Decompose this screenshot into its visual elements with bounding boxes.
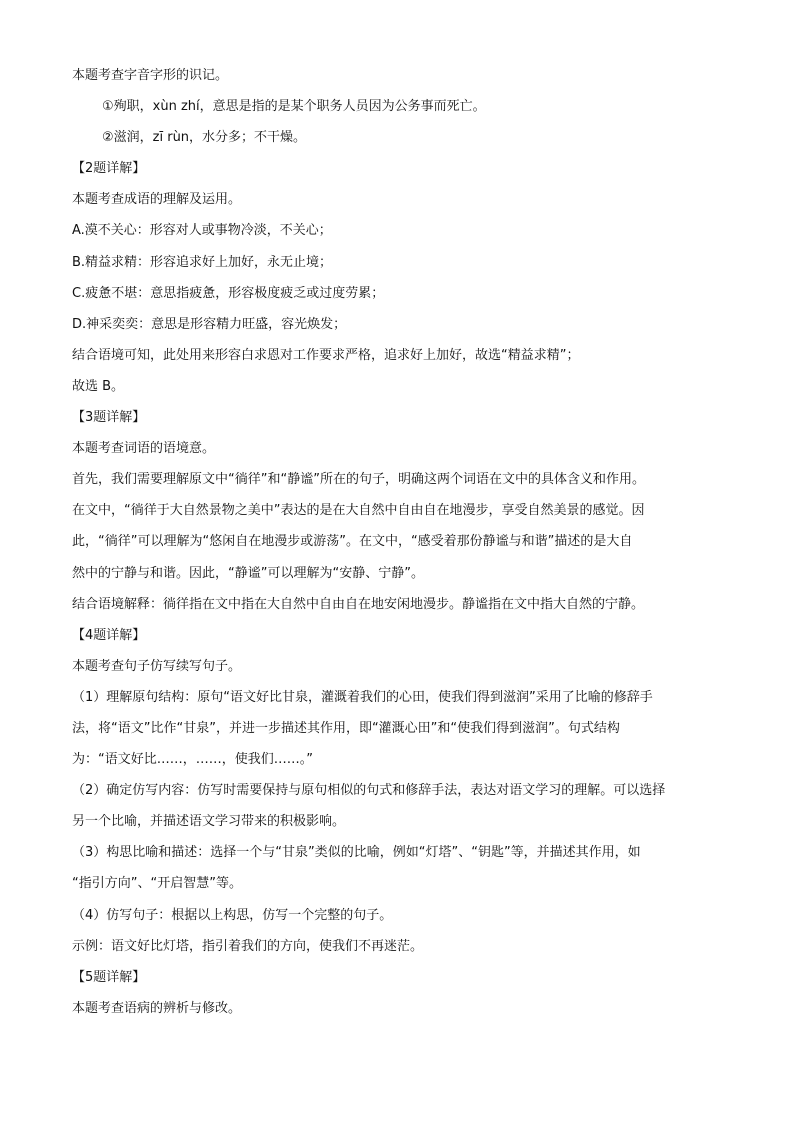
text-line: A.漠不关心：形容对人或事物冷淡，不关心； (72, 223, 332, 239)
text-line: 本题考查句子仿写续写句子。 (72, 658, 242, 674)
text-line: ②滋润，zī rùn，水分多；不干燥。 (102, 130, 307, 146)
text-line: 在文中，“徜徉于大自然景物之美中”表达的是在大自然中自由自在地漫步，享受自然美景的感觉。因 (72, 503, 645, 519)
text-line: C.疲惫不堪：意思指疲惫，形容极度疲乏或过度劳累； (72, 285, 385, 301)
text-line: （4）仿写句子：根据以上构思，仿写一个完整的句子。 (72, 907, 393, 923)
text-line: “指引方向”、“开启智慧”等。 (72, 876, 242, 892)
section-heading: 【5题详解】 (72, 969, 146, 985)
text-line: ①殉职，xùn zhí，意思是指的是某个职务人员因为公务事而死亡。 (102, 99, 486, 115)
text-line: （2）确定仿写内容：仿写时需要保持与原句相似的句式和修辞手法，表达对语文学习的理解。可以选择 (72, 783, 666, 799)
text-line: 然中的宁静与和谐。因此，“静谧”可以理解为“安静、宁静”。 (72, 565, 424, 581)
section-heading: 【4题详解】 (72, 627, 146, 643)
text-line: B.精益求精：形容追求好上加好，永无止境； (72, 254, 333, 270)
text-line: 故选 B。 (72, 378, 125, 394)
text-line: （1）理解原句结构：原句“语文好比甘泉，灌溉着我们的心田，使我们得到滋润”采用了比喻的修辞手 (72, 689, 653, 705)
text-line: 结合语境可知，此处用来形容白求恩对工作要求严格，追求好上加好，故选“精益求精”； (72, 347, 580, 363)
text-line: 本题考查语病的辨析与修改。 (72, 1000, 242, 1016)
text-line: 另一个比喻，并描述语文学习带来的积极影响。 (72, 814, 346, 830)
text-line: 首先，我们需要理解原文中“徜徉”和“静谧”所在的句子，明确这两个词语在文中的具体含义和作用。 (72, 472, 645, 488)
document-page (72, 60, 722, 1024)
text-line: 示例：语文好比灯塔，指引着我们的方向，使我们不再迷茫。 (72, 938, 424, 954)
text-line: 此，“徜徉”可以理解为“悠闲自在地漫步或游荡”。在文中，“感受着那份静谧与和谐”描述的是大自 (72, 534, 633, 550)
text-line: 本题考查成语的理解及运用。 (72, 192, 242, 208)
text-line: 结合语境解释：徜徉指在文中指在大自然中自由自在地安闲地漫步。静谧指在文中指大自然的宁静。 (72, 596, 645, 612)
text-line: （3）构思比喻和描述：选择一个与“甘泉”类似的比喻，例如“灯塔”、“钥匙”等，并描述其作用，如 (72, 845, 641, 861)
text-line: D.神采奕奕：意思是形容精力旺盛，容光焕发； (72, 316, 347, 332)
section-heading: 【3题详解】 (72, 410, 146, 426)
text-line: 法，将“语文”比作“甘泉”，并进一步描述其作用，即“灌溉心田”和“使我们得到滋润”。句式结构 (72, 720, 620, 736)
text-line: 为：“语文好比……，……，使我们……。” (72, 752, 313, 768)
section-heading: 【2题详解】 (72, 161, 146, 177)
text-line: 本题考查字音字形的识记。 (72, 68, 229, 83)
text-line: 本题考查词语的语境意。 (72, 441, 216, 457)
